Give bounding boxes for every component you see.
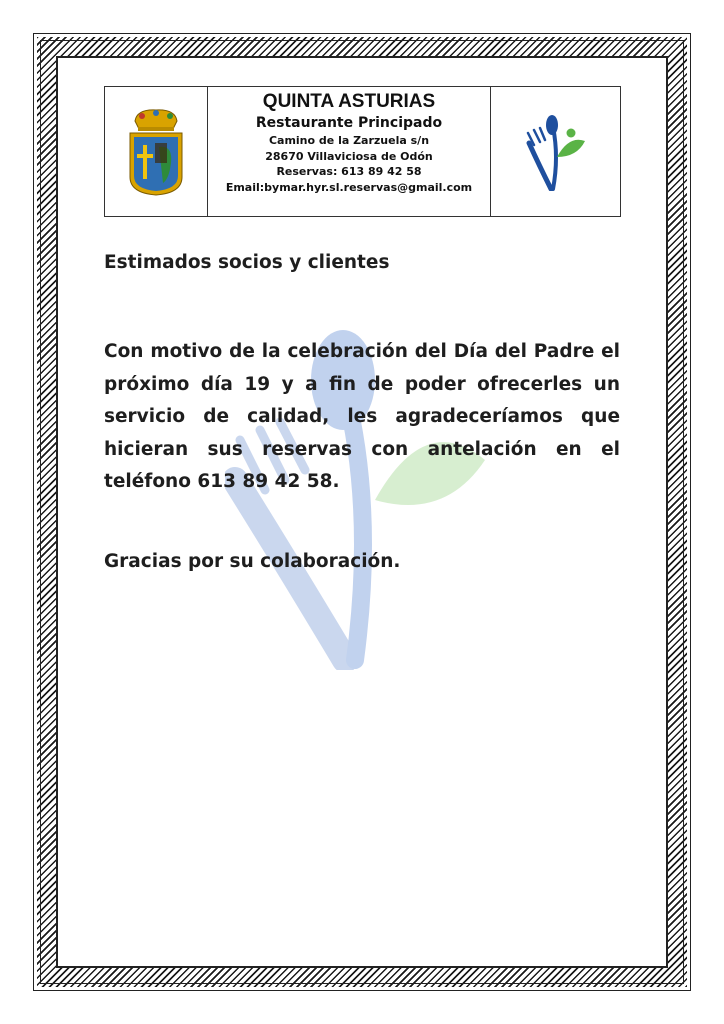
reservations-phone: Reservas: 613 89 42 58 bbox=[276, 165, 422, 178]
address-line-1: Camino de la Zarzuela s/n bbox=[268, 134, 430, 147]
address-line-2: 28670 Villaviciosa de Odón bbox=[265, 149, 433, 163]
asturias-crest-icon bbox=[127, 107, 185, 197]
logo-cell bbox=[491, 87, 620, 216]
letter-greeting: Estimados socios y clientes bbox=[104, 252, 390, 273]
letter-body: Con motivo de la celebración del Día del Padre el próximo día 19 y a fin de poder ofrecerles un servicio de calidad, les agradeceríamos que hicieran sus reservas con antelación en el teléfono 613 89 42 58. bbox=[104, 341, 620, 492]
restaurant-name: QUINTA ASTURIAS bbox=[262, 91, 436, 112]
restaurant-subtitle: Restaurante Principado bbox=[255, 115, 443, 131]
letter-closing: Gracias por su colaboración. bbox=[104, 551, 401, 572]
letterhead bbox=[104, 86, 621, 217]
restaurant-info bbox=[208, 87, 491, 216]
crest-cell bbox=[105, 87, 208, 216]
cutlery-leaf-logo-icon bbox=[525, 113, 587, 191]
email-address: Email:bymar.hyr.sl.reservas@gmail.com bbox=[225, 180, 473, 194]
